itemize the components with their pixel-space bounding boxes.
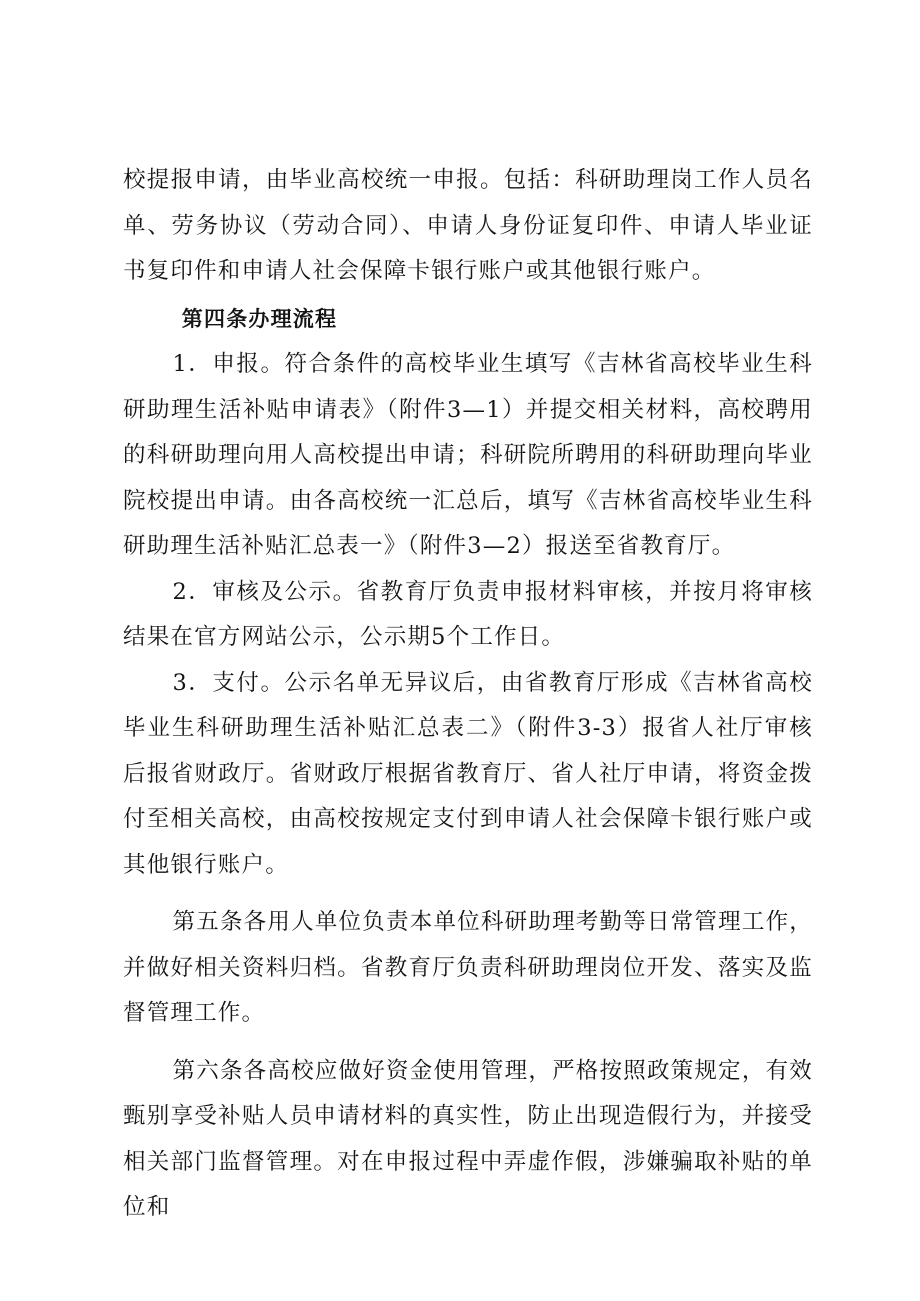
paragraph-step-3-payment: 3．支付。公示名单无异议后，由省教育厅形成《吉林省高校毕业生科研助理生活补贴汇总表二》（附件3-3）报省人社厅审核后报省财政厅。省财政厅根据省教育厅、省人社厅申请，将资金拨付至相关高校，由高校按规定支付到申请人社会保障卡银行账户或其他银行账户。: [123, 669, 813, 878]
paragraph-step-1-application: 1．申报。符合条件的高校毕业生填写《吉林省高校毕业生科研助理生活补贴申请表》（附件3—1）并提交相关材料，高校聘用的科研助理向用人高校提出申请；科研院所聘用的科研助理向毕业院校提出申请。由各高校统一汇总后，填写《吉林省高校毕业生科研助理生活补贴汇总表一》（附件3—2）报送至省教育厅。: [123, 351, 813, 559]
document-body: [123, 158, 813, 1231]
paragraph-step-2-review: 2．审核及公示。省教育厅负责申报材料审核，并按月将审核结果在官方网站公示，公示期5个工作日。: [123, 578, 813, 650]
paragraph-article-6: 第六条各高校应做好资金使用管理，严格按照政策规定，有效甄别享受补贴人员申请材料的真实性，防止出现造假行为，并接受相关部门监督管理。对在申报过程中弄虚作假，涉嫌骗取补贴的单位和: [123, 1057, 813, 1220]
paragraph-article-5: 第五条各用人单位负责本单位科研助理考勤等日常管理工作，并做好相关资料归档。省教育厅负责科研助理岗位开发、落实及监督管理工作。: [123, 909, 813, 1026]
paragraph-application-materials: 校提报申请，由毕业高校统一申报。包括：科研助理岗工作人员名单、劳务协议（劳动合同）、申请人身份证复印件、申请人毕业证书复印件和申请人社会保障卡银行账户或其他银行账户。: [123, 167, 813, 284]
article-4-heading: 第四条办理流程: [181, 306, 338, 331]
